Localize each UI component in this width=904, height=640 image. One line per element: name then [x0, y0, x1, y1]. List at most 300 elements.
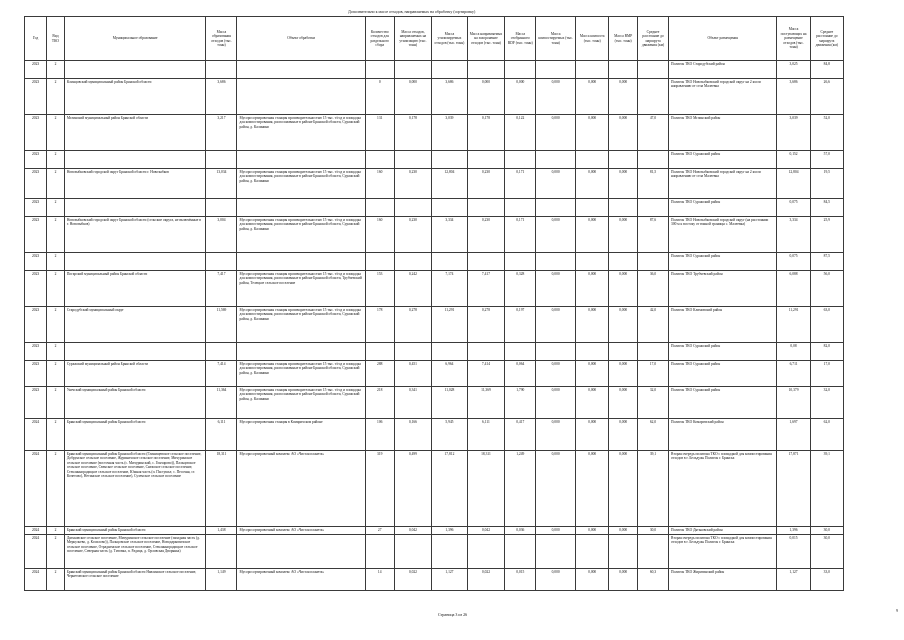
cell-source: Брянский муниципальный район Брянской области (Глинищевское сельское поселение, Добрунское сельское поселение, Журиничское сельское поселение, Мичуринское сельское поселение (восточная часть (с. Мичуринский, с. Гончарово)), Пальцовское сельское поселение, Свенское сельское поселение, Снежское сельское поселение, Стекляннорадицкое сельское поселение, Южная часть (п. Пастушье, с. Песочня, ст. Кочетово), Нетинское сельское поселение), Суземское сельское поселение: [64, 451, 206, 527]
cell-source: [64, 199, 206, 217]
cell-ddist: 56,0: [810, 271, 843, 307]
page-footer: Страница 3 из 26: [438, 612, 468, 617]
cell-dist: [638, 61, 669, 79]
cell-object: Мусоросортировочная станция производительностью 15 тыс. т/год и площадка для компостирования, расположенные в районе Брянской области, Суражский район, д. Калинино: [237, 307, 365, 343]
cell-dmass: 1,697: [777, 419, 810, 451]
cell-v5: 0,171: [505, 217, 536, 253]
cell-dist: [638, 535, 669, 569]
cell-v2: 0,341: [394, 387, 432, 419]
cell-year: 2023: [25, 387, 47, 419]
cell-source: [64, 343, 206, 361]
cell-v7: 0,000: [576, 527, 609, 535]
cell-v4: [467, 535, 505, 569]
header-rec-sorted: Масса отходов, направляемых на утилизацию (тыс. тонн): [394, 17, 432, 61]
cell-v2: 0,178: [394, 115, 432, 151]
cell-dist: [638, 79, 669, 115]
cell-v6: [536, 343, 576, 361]
cell-v5: 0,171: [505, 169, 536, 199]
cell-v8: 0,000: [609, 307, 638, 343]
header-disposal-distance: Среднее расстояние до маршрута движения (км): [810, 17, 843, 61]
cell-v1: [365, 151, 394, 169]
cell-v1: 319: [365, 451, 394, 527]
page-mark: 9: [896, 608, 898, 613]
cell-v4: 6,111: [467, 419, 505, 451]
cell-disposal: Полигон ТКО Трубчевский район: [669, 271, 777, 307]
cell-dmass: 17,871: [777, 451, 810, 527]
cell-v3: 7,174: [432, 271, 467, 307]
cell-mass: [206, 343, 237, 361]
cell-v7: 0,000: [576, 271, 609, 307]
cell-dmass: 0,075: [777, 253, 810, 271]
cell-dist: 32,0: [638, 387, 669, 419]
cell-year: 2023: [25, 253, 47, 271]
cell-disposal: Полигон ТКО Суражский район: [669, 199, 777, 217]
cell-ddist: 30,0: [810, 535, 843, 569]
cell-v3: [432, 61, 467, 79]
cell-dmass: 10,379: [777, 387, 810, 419]
cell-year: 2023: [25, 361, 47, 387]
waste-flow-table: [24, 16, 844, 591]
cell-waste: 2: [47, 169, 65, 199]
cell-mass: 18,311: [206, 451, 237, 527]
cell-v7: [576, 343, 609, 361]
cell-v2: 0,022: [394, 569, 432, 591]
table-row: [25, 419, 844, 451]
cell-dist: 81,5: [638, 169, 669, 199]
cell-ddist: 87,5: [810, 253, 843, 271]
cell-waste: 2: [47, 343, 65, 361]
cell-v7: 0,000: [576, 79, 609, 115]
cell-year: 2023: [25, 79, 47, 115]
cell-v7: [576, 253, 609, 271]
cell-mass: 3,004: [206, 217, 237, 253]
cell-ddist: 32,0: [810, 387, 843, 419]
cell-year: 2024: [25, 569, 47, 591]
cell-v4: 0,042: [467, 527, 505, 535]
cell-v4: 0,278: [467, 307, 505, 343]
cell-mass: 13,034: [206, 169, 237, 199]
cell-waste: 2: [47, 217, 65, 253]
cell-object: [237, 61, 365, 79]
cell-dist: 17,0: [638, 361, 669, 387]
cell-dmass: 0,08: [777, 343, 810, 361]
cell-dmass: 0,075: [777, 199, 810, 217]
cell-dist: 60,3: [638, 569, 669, 591]
cell-v1: 0: [365, 79, 394, 115]
cell-v3: 3,334: [432, 217, 467, 253]
header-rec-util: Масса утилизируемых отходов (тыс. тонн): [432, 17, 467, 61]
cell-v3: 17,812: [432, 451, 467, 527]
cell-dist: 62,0: [638, 419, 669, 451]
cell-v4: [467, 343, 505, 361]
cell-v8: 0,000: [609, 169, 638, 199]
cell-v5: [505, 61, 536, 79]
cell-waste: 2: [47, 79, 65, 115]
cell-object: Мусоросортировочная станция производительностью 15 тыс. т/год и площадка для компостирования, расположенные в районе Брянской области, Суражский район, д. Калинино: [237, 217, 365, 253]
cell-waste: 2: [47, 451, 65, 527]
cell-mass: [206, 61, 237, 79]
cell-disposal: Полигон ТКО Суражский район: [669, 253, 777, 271]
cell-source: Брянский муниципальный район Брянской области: [64, 419, 206, 451]
cell-v6: 0,000: [536, 115, 576, 151]
cell-v5: [505, 151, 536, 169]
table-body: [25, 61, 844, 591]
cell-v2: 0,278: [394, 307, 432, 343]
cell-mass: 1,438: [206, 527, 237, 535]
cell-v2: [394, 199, 432, 217]
cell-v6: [536, 253, 576, 271]
cell-v4: [467, 61, 505, 79]
table-row: [25, 569, 844, 591]
cell-ddist: 25,9: [810, 217, 843, 253]
table-row: [25, 217, 844, 253]
cell-v3: 11,028: [432, 387, 467, 419]
cell-ddist: 84,8: [810, 61, 843, 79]
cell-waste: 2: [47, 535, 65, 569]
cell-source: Новозыбковский городской округ Брянской области г. Новозыбков: [64, 169, 206, 199]
cell-disposal: Полигон ТКО Климовский район: [669, 307, 777, 343]
cell-dmass: 11,291: [777, 307, 810, 343]
cell-v2: 0,230: [394, 217, 432, 253]
cell-v1: 288: [365, 361, 394, 387]
cell-v1: [365, 343, 394, 361]
cell-dist: 47,0: [638, 115, 669, 151]
header-recycled: Количество отходов для раздельного сбора: [365, 17, 394, 61]
cell-waste: 2: [47, 569, 65, 591]
cell-disposal: Полигон ТКО Комаричский район: [669, 419, 777, 451]
table-supertitle: Дополнительно к массе отходов, направляемых на обработку (сортировку): [348, 9, 476, 14]
cell-ddist: 39,1: [810, 451, 843, 527]
cell-disposal: Полигон ТКО Стародубский район: [669, 61, 777, 79]
header-compost-mass: Масса компоста (тыс. тонн): [576, 17, 609, 61]
cell-year: 2023: [25, 199, 47, 217]
cell-v6: 0,000: [536, 569, 576, 591]
cell-v6: [536, 535, 576, 569]
cell-ddist: 52,0: [810, 115, 843, 151]
cell-v5: [505, 535, 536, 569]
table-row: [25, 199, 844, 217]
cell-dist: [638, 253, 669, 271]
cell-v7: [576, 151, 609, 169]
cell-v8: 0,000: [609, 387, 638, 419]
cell-v1: 160: [365, 169, 394, 199]
cell-v2: 0,166: [394, 419, 432, 451]
cell-ddist: 57,0: [810, 151, 843, 169]
header-rec-bury: Масса направляемых на захоронение отходов (тыс. тонн): [467, 17, 505, 61]
cell-v1: 153: [365, 271, 394, 307]
cell-ddist: 26,6: [810, 79, 843, 115]
cell-v7: 0,000: [576, 217, 609, 253]
cell-v8: 0,000: [609, 115, 638, 151]
cell-v3: 11,291: [432, 307, 467, 343]
cell-object: [237, 253, 365, 271]
cell-v6: [536, 61, 576, 79]
cell-source: Дятьковское сельское поселение, Мичуринское сельское поселение (западная часть (д. Меркульево, д. Косилово)), Пальцовское сельское поселение, Новодарковичское сельское поселение, Отрадненское сельское поселение, Стекляннорадицкое сельское поселение, Северная часть (д. Титовка, п. Радица, д. Орловская Дворянка): [64, 535, 206, 569]
cell-mass: [206, 253, 237, 271]
cell-ddist: 17,0: [810, 361, 843, 387]
cell-v3: 3,686: [432, 79, 467, 115]
table-row: [25, 271, 844, 307]
cell-dist: [638, 343, 669, 361]
cell-v5: [505, 253, 536, 271]
cell-v3: [432, 343, 467, 361]
cell-v4: 0,230: [467, 169, 505, 199]
cell-v7: [576, 61, 609, 79]
cell-dist: 42,0: [638, 307, 669, 343]
cell-dmass: 0,015: [777, 535, 810, 569]
cell-v7: 0,000: [576, 307, 609, 343]
cell-v3: 5,945: [432, 419, 467, 451]
cell-dmass: 3,334: [777, 217, 810, 253]
cell-waste: 2: [47, 271, 65, 307]
cell-v3: 1,127: [432, 569, 467, 591]
cell-year: 2024: [25, 451, 47, 527]
cell-v6: 0,000: [536, 419, 576, 451]
cell-v2: 0,000: [394, 79, 432, 115]
cell-v1: 14: [365, 569, 394, 591]
cell-ddist: 19,5: [810, 169, 843, 199]
cell-object: Мусоросортировочная станция производительностью 15 тыс. т/год и площадка для компостирования, расположенные в районе Брянской области, Суражский район, д. Калинино: [237, 387, 365, 419]
cell-v5: [505, 343, 536, 361]
cell-source: Брянский муниципальный район Брянской области: [64, 527, 206, 535]
cell-disposal: Полигон ТКО Новозыбковский городской округ на 2 км по направлению от села Малеевка: [669, 169, 777, 199]
cell-v5: 0,064: [505, 361, 536, 387]
cell-object: [237, 535, 365, 569]
cell-year: 2024: [25, 527, 47, 535]
cell-v8: 0,000: [609, 527, 638, 535]
cell-mass: 1,149: [206, 569, 237, 591]
cell-v4: 7,417: [467, 271, 505, 307]
cell-year: 2023: [25, 307, 47, 343]
table-row: [25, 451, 844, 527]
cell-disposal: Полигон ТКО Жирятинский район: [669, 569, 777, 591]
cell-v6: 0,000: [536, 387, 576, 419]
cell-source: Мглинский муниципальный район Брянской области: [64, 115, 206, 151]
cell-year: 2023: [25, 271, 47, 307]
cell-v3: 3,039: [432, 115, 467, 151]
cell-disposal: Полигон ТКО Новозыбковский городской округ на 2 км по направлению от села Малеевка: [669, 79, 777, 115]
cell-v8: [609, 199, 638, 217]
header-balance: Масса ВМР (тыс. тонн): [609, 17, 638, 61]
cell-v8: [609, 151, 638, 169]
cell-v5: 0,197: [505, 307, 536, 343]
cell-v5: [505, 199, 536, 217]
cell-source: Погарский муниципальный район Брянской области: [64, 271, 206, 307]
cell-v3: 6,964: [432, 361, 467, 387]
cell-dmass: 3,039: [777, 115, 810, 151]
cell-v2: [394, 343, 432, 361]
cell-v8: [609, 61, 638, 79]
cell-v1: 160: [365, 217, 394, 253]
cell-year: 2023: [25, 343, 47, 361]
cell-object: Мусоросортировочный комплекс АО «Чистая планета»: [237, 569, 365, 591]
cell-dmass: 3,686: [777, 79, 810, 115]
cell-v2: 0,451: [394, 361, 432, 387]
cell-v4: 18,311: [467, 451, 505, 527]
cell-source: [64, 151, 206, 169]
cell-waste: 2: [47, 253, 65, 271]
cell-v6: 0,000: [536, 451, 576, 527]
cell-v5: 1,249: [505, 451, 536, 527]
cell-object: [237, 79, 365, 115]
cell-v2: 0,230: [394, 169, 432, 199]
cell-v1: [365, 535, 394, 569]
cell-v3: 1,396: [432, 527, 467, 535]
cell-waste: 2: [47, 419, 65, 451]
cell-waste: 2: [47, 307, 65, 343]
cell-ddist: 33,0: [810, 569, 843, 591]
cell-mass: 11,364: [206, 387, 237, 419]
cell-v7: [576, 199, 609, 217]
cell-disposal: Полигон ТКО Суражский район: [669, 387, 777, 419]
table-row: [25, 253, 844, 271]
cell-year: 2023: [25, 61, 47, 79]
cell-source: [64, 253, 206, 271]
cell-v4: [467, 199, 505, 217]
table-row: [25, 151, 844, 169]
cell-waste: 2: [47, 115, 65, 151]
cell-v7: 0,000: [576, 169, 609, 199]
cell-v7: 0,000: [576, 115, 609, 151]
cell-v2: [394, 253, 432, 271]
cell-year: 2023: [25, 151, 47, 169]
cell-v7: [576, 535, 609, 569]
table-row: [25, 535, 844, 569]
cell-source: Новозыбковский городской округ Брянской области (сельские округа, не включённые в г. Новозыбков): [64, 217, 206, 253]
cell-year: 2024: [25, 535, 47, 569]
cell-disposal: Полигон ТКО Суражский район: [669, 151, 777, 169]
cell-mass: [206, 535, 237, 569]
cell-v4: 0,178: [467, 115, 505, 151]
cell-v3: [432, 253, 467, 271]
cell-v3: [432, 151, 467, 169]
cell-v1: 131: [365, 115, 394, 151]
cell-v6: 0,000: [536, 307, 576, 343]
cell-object: [237, 199, 365, 217]
cell-v5: 0,015: [505, 569, 536, 591]
cell-object: Мусоросортировочная станция производительностью 15 тыс. т/год и площадка для компостирования, расположенные в районе Брянской области, Суражский район, д. Калинино: [237, 361, 365, 387]
cell-object: Мусоросортировочная станция производительностью 15 тыс. т/год и площадка для компостирования, расположенные в районе Брянской области, Суражский район, д. Калинино: [237, 169, 365, 199]
cell-disposal: Полигон ТКО Дятьковский район: [669, 527, 777, 535]
cell-v7: 0,000: [576, 419, 609, 451]
cell-v2: [394, 151, 432, 169]
cell-v5: 1,790: [505, 387, 536, 419]
cell-mass: 7,414: [206, 361, 237, 387]
header-compost: Масса компостируемых (тыс. тонн): [536, 17, 576, 61]
cell-v6: [536, 151, 576, 169]
cell-v8: 0,000: [609, 569, 638, 591]
cell-mass: 7,417: [206, 271, 237, 307]
cell-dist: 39,1: [638, 451, 669, 527]
cell-v2: 0,499: [394, 451, 432, 527]
cell-dmass: 1,396: [777, 527, 810, 535]
cell-v8: [609, 253, 638, 271]
cell-object: [237, 343, 365, 361]
cell-v4: [467, 253, 505, 271]
cell-ddist: 62,0: [810, 419, 843, 451]
cell-source: Унечский муниципальный район Брянской области: [64, 387, 206, 419]
header-mass: Масса образования отходов (тыс. тонн): [206, 17, 237, 61]
cell-dist: 87,6: [638, 217, 669, 253]
cell-v1: [365, 199, 394, 217]
cell-v1: 178: [365, 307, 394, 343]
cell-v6: 0,000: [536, 79, 576, 115]
cell-waste: 2: [47, 151, 65, 169]
cell-disposal: Полигон ТКО Новозыбковский городской округ (на расстоянии 300 м к востоку от южной границы с. Малеевка): [669, 217, 777, 253]
table-row: [25, 115, 844, 151]
cell-year: 2023: [25, 115, 47, 151]
table-row: [25, 387, 844, 419]
cell-v6: [536, 199, 576, 217]
cell-v5: 0,000: [505, 79, 536, 115]
cell-mass: 11,569: [206, 307, 237, 343]
header-source: Муниципальное образование: [64, 17, 206, 61]
cell-dmass: 6,711: [777, 361, 810, 387]
cell-v1: 106: [365, 419, 394, 451]
cell-v8: 0,000: [609, 271, 638, 307]
cell-v6: 0,000: [536, 527, 576, 535]
cell-v1: 218: [365, 387, 394, 419]
cell-v8: 0,000: [609, 79, 638, 115]
cell-dmass: 12,804: [777, 169, 810, 199]
cell-ddist: 30,0: [810, 527, 843, 535]
header-row: [25, 17, 844, 61]
cell-v2: 0,242: [394, 271, 432, 307]
cell-v8: 0,000: [609, 419, 638, 451]
table-row: [25, 61, 844, 79]
header-distance: Среднее расстояние до маршрута движения (км): [638, 17, 669, 61]
cell-v6: 0,000: [536, 271, 576, 307]
cell-dmass: 0,152: [777, 151, 810, 169]
cell-object: Мусоросортировочная станция в Комаричском районе: [237, 419, 365, 451]
header-object: Объект обработки: [237, 17, 365, 61]
cell-v2: [394, 61, 432, 79]
cell-waste: 2: [47, 199, 65, 217]
cell-v5: 0,122: [505, 115, 536, 151]
cell-mass: [206, 151, 237, 169]
cell-dist: 36,0: [638, 271, 669, 307]
cell-disposal: Полигон ТКО Суражский район: [669, 361, 777, 387]
cell-mass: 3,217: [206, 115, 237, 151]
cell-source: [64, 61, 206, 79]
cell-dist: [638, 151, 669, 169]
cell-dmass: 6,088: [777, 271, 810, 307]
cell-source: Стародубский муниципальный округ: [64, 307, 206, 343]
cell-v7: 0,000: [576, 569, 609, 591]
cell-mass: [206, 199, 237, 217]
cell-dist: 30,0: [638, 527, 669, 535]
cell-disposal: Полигон ТКО Суражский район: [669, 343, 777, 361]
table-row: [25, 169, 844, 199]
cell-v4: 7,414: [467, 361, 505, 387]
cell-v7: 0,000: [576, 387, 609, 419]
cell-dist: [638, 199, 669, 217]
cell-ddist: 82,0: [810, 343, 843, 361]
cell-v6: 0,000: [536, 217, 576, 253]
cell-v7: 0,000: [576, 451, 609, 527]
cell-waste: 2: [47, 527, 65, 535]
cell-ddist: 63,0: [810, 307, 843, 343]
cell-v5: 0,036: [505, 527, 536, 535]
cell-v4: [467, 151, 505, 169]
cell-v2: 0,042: [394, 527, 432, 535]
cell-source: Брянский муниципальный район Брянской области Навлинское сельское поселение, Чернетовское сельское поселение: [64, 569, 206, 591]
cell-waste: 2: [47, 387, 65, 419]
cell-v1: [365, 253, 394, 271]
table-row: [25, 343, 844, 361]
cell-dmass: 1,127: [777, 569, 810, 591]
cell-year: 2023: [25, 169, 47, 199]
